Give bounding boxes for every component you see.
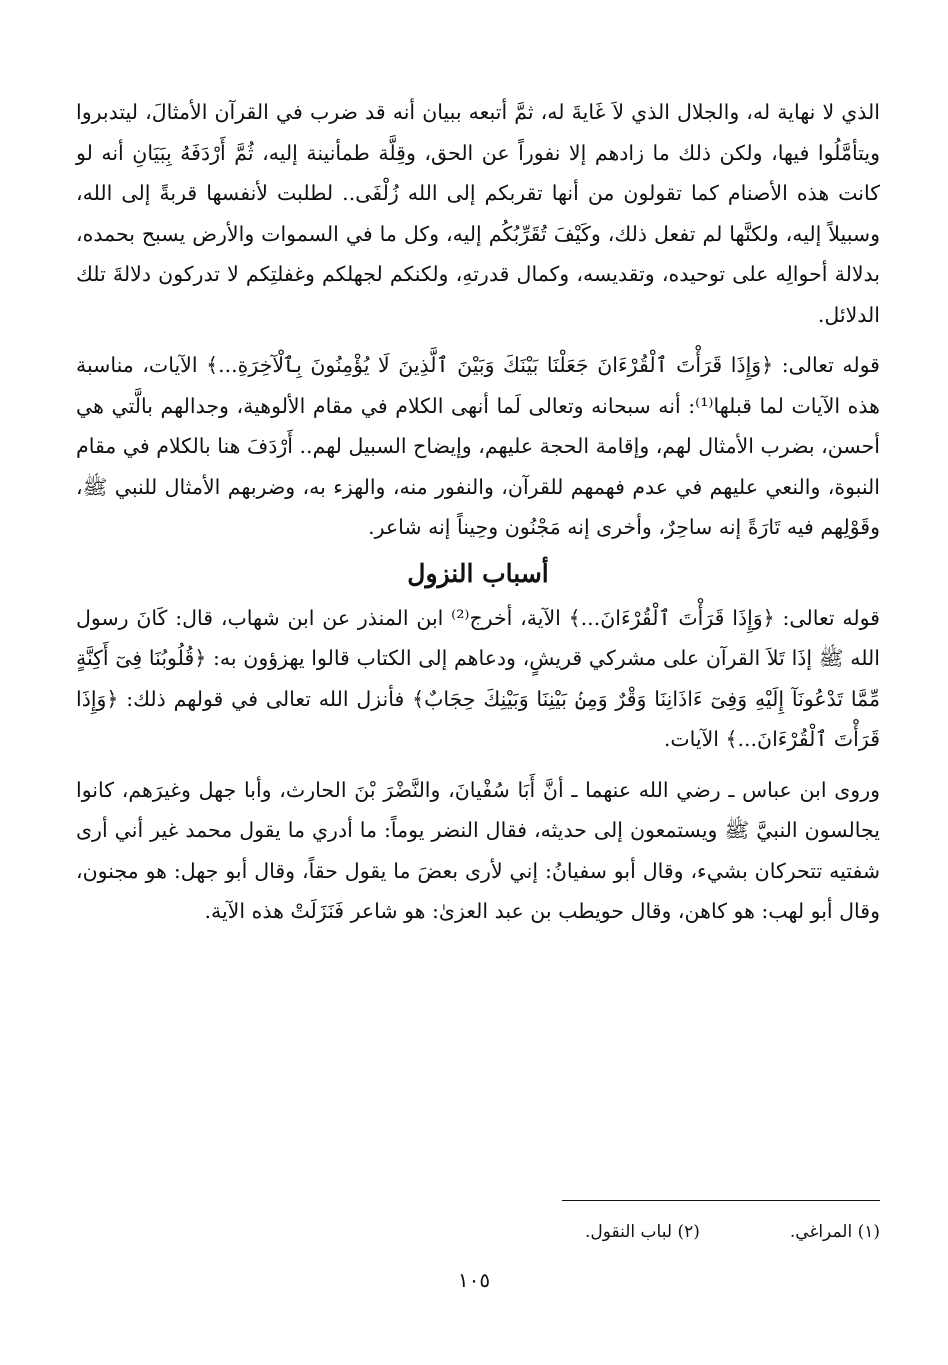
body-paragraph-2: قوله تعالى: ﴿وَإِذَا قَرَأْتَ ٱلْقُرْءَانَ جَعَلْنَا بَيْنَكَ وَبَيْنَ ٱلَّذِينَ لَا يُؤْمِنُونَ بِٱلْآخِرَةِ...﴾ الآيات، مناسبة هذه الآيات لما قبلها⁽¹⁾: أنه سبحانه وتعالى لَما أنهى الكلام في مقام الألوهية، وجدالهم بالَّتي هي أحسن، بضرب الأمثال لهم، وإقامة الحجة عليهم، وإيضاح السبيل لهم.. أَرْدَفَ هنا بالكلام في مقام النبوة، والنعي عليهم في عدم فهمهم للقرآن، والنفور منه، والهزء به، وضربهم الأمثال للنبي ﷺ، وقَوْلِهم فيه تَارَةً إنه ساحِرٌ، وأخرى إنه مَجْنُون وحِيناً إنه شاعر.: [76, 353, 880, 539]
section-paragraph-1: قوله تعالى: ﴿وَإِذَا قَرَأْتَ ٱلْقُرْءَانَ...﴾ الآية، أخرج⁽²⁾ ابن المنذر عن ابن شهاب، قال: كَانَ رسول الله ﷺ إذَا تَلاَ القرآن على مشركي قريشٍ، ودعاهم إلى الكتاب قالوا يهزؤون به: ﴿قُلُوبُنَا فِىٓ أَكِنَّةٍ مِّمَّا تَدْعُونَآ إِلَيْهِ وَفِىٓ ءَاذَانِنَا وَقْرٌ وَمِنۢ بَيْنِنَا وَبَيْنِكَ حِجَابٌ﴾ فأنزل الله تعالى في قولهم ذلك: ﴿وَإِذَا قَرَأْتَ ٱلْقُرْءَانَ...﴾ الآيات.: [76, 605, 880, 751]
body-paragraph-1: الذي لا نهاية له، والجلال الذي لاَ غَايةَ له، ثمَّ أتبعه ببيان أنه قد ضرب في القرآن الأمثالَ، ليتدبروا ويتأمَّلُوا فيها، ولكن ذلك ما زادهم إلا نفوراً عن الحق، وقِلَّة طمأنينة إليه، ثُمَّ أَرْدَفَهُ بِبَيَانِ أنه لو كانت هذه الأصنام كما تقولون من أنها تقربكم إلى الله زُلْفَى.. لطلبت لأنفسها قربةً إلى الله، وسبيلاً إليه، ولكنَّها لم تفعل ذلك، وكَيْفَ تُقَرِّبُكُم إليه، وكل ما في السموات والأرض يسبح بحمده، بدلالة أحوالِه على توحيده، وتقديسه، وكمال قدرتهِ، ولكنكم لجهلكم وغفلتِكم لا تدركون دلالةَ تلك الدلائل.: [76, 100, 880, 327]
page-number: ١٠٥: [457, 1268, 491, 1292]
footnote-2: (٢) لباب النقول.: [584, 1222, 700, 1242]
section-paragraph-2: وروى ابن عباس ـ رضي الله عنهما ـ أنَّ أَبَا سُفْيانَ، والنَّضْرَ بْنَ الحارث، وأبا جهل وغيرَهم، كانوا يجالسون النبيَّ ﷺ ويستمعون إلى حديثه، فقال النضر يوماً: ما أدري ما يقول محمد غير أني أرى شفتيه تتحركان بشيء، وقال أبو سفيانُ: إني لأرى بعضَ ما يقول حقاً، وقال أبو جهل: هو مجنون، وقال أبو لهب: هو كاهن، وقال حويطب بن عبد العزىٰ: هو شاعر فَنَزَلَتْ هذه الآية.: [76, 777, 880, 923]
footnotes: [320, 1218, 880, 1246]
footnote-divider: [562, 1200, 880, 1201]
footnote-1: (١) المراغي.: [789, 1222, 880, 1242]
section-heading: أسباب النزول: [407, 558, 549, 588]
